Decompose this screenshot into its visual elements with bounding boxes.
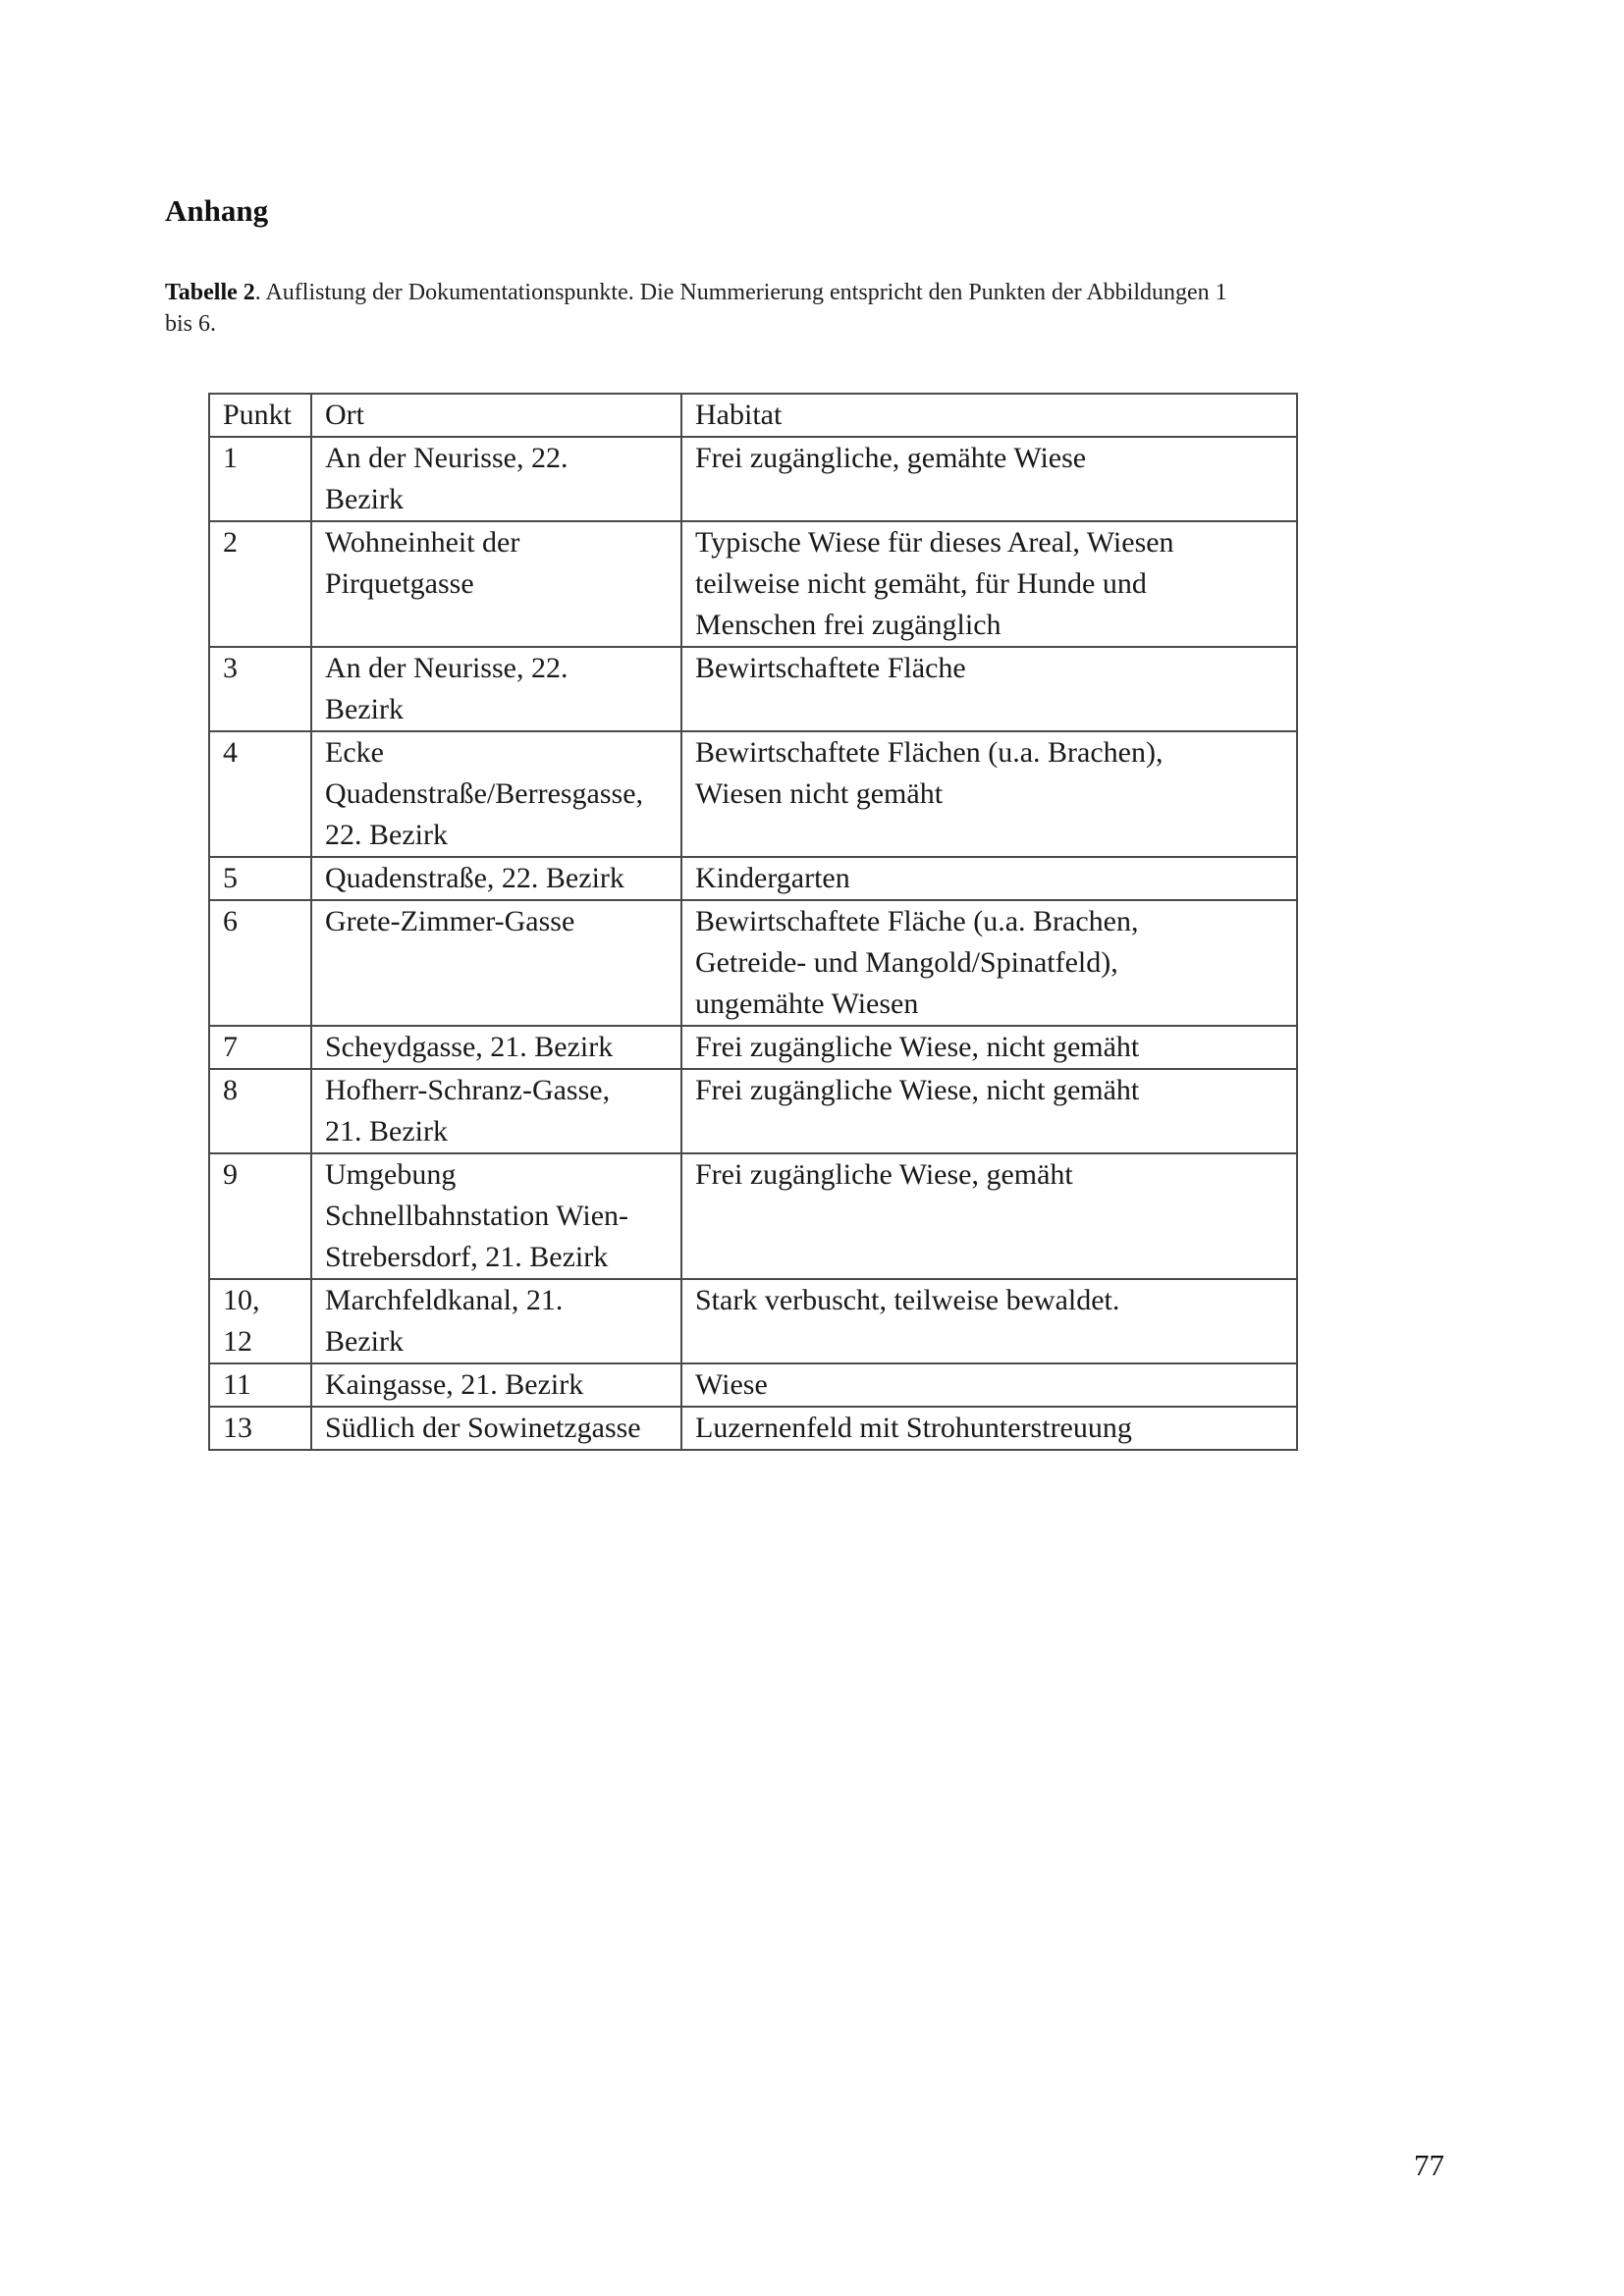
cell-habitat-line: Frei zugängliche Wiese, gemäht xyxy=(695,1158,1073,1191)
table-row xyxy=(209,1069,1297,1153)
table-body xyxy=(209,437,1297,1450)
cell-ort xyxy=(311,731,681,857)
page-number: 77 xyxy=(1414,2148,1444,2182)
cell-habitat-line: Frei zugängliche Wiese, nicht gemäht xyxy=(695,1031,1140,1063)
cell-punkt-line: 4 xyxy=(223,736,238,769)
cell-punkt xyxy=(209,1279,311,1363)
header-habitat: Habitat xyxy=(681,394,1297,437)
table-caption xyxy=(165,277,1402,340)
cell-ort-line: Bezirk xyxy=(325,483,404,515)
cell-punkt-line: 3 xyxy=(223,652,238,684)
cell-habitat-line: Luzernenfeld mit Strohunterstreuung xyxy=(695,1412,1132,1444)
table-row xyxy=(209,731,1297,857)
cell-punkt xyxy=(209,1026,311,1069)
cell-punkt-line: 2 xyxy=(223,526,238,559)
cell-ort-line: Hofherr-Schranz-Gasse, xyxy=(325,1074,611,1106)
header-ort: Ort xyxy=(311,394,681,437)
cell-ort-line: An der Neurisse, 22. xyxy=(325,442,568,474)
caption-text-line2: bis 6. xyxy=(165,311,217,337)
cell-habitat-line: Bewirtschaftete Flächen (u.a. Brachen), xyxy=(695,736,1164,769)
cell-habitat-line: Frei zugängliche Wiese, nicht gemäht xyxy=(695,1074,1140,1106)
cell-ort-line: Kaingasse, 21. Bezirk xyxy=(325,1368,584,1401)
cell-habitat xyxy=(681,1026,1297,1069)
cell-ort-line: Quadenstraße/Berresgasse, xyxy=(325,777,644,810)
table-row xyxy=(209,1363,1297,1407)
cell-punkt-line: 11 xyxy=(223,1368,251,1401)
cell-ort-line: An der Neurisse, 22. xyxy=(325,652,568,684)
table-row xyxy=(209,1153,1297,1279)
cell-punkt xyxy=(209,1069,311,1153)
cell-ort-line: Schnellbahnstation Wien- xyxy=(325,1200,629,1232)
cell-punkt xyxy=(209,521,311,647)
cell-ort xyxy=(311,1153,681,1279)
cell-habitat-line: Bewirtschaftete Fläche (u.a. Brachen, xyxy=(695,905,1139,937)
table-row xyxy=(209,647,1297,731)
cell-punkt-line: 9 xyxy=(223,1158,238,1191)
cell-ort-line: Ecke xyxy=(325,736,384,769)
cell-ort-line: Südlich der Sowinetzgasse xyxy=(325,1412,641,1444)
cell-punkt-line: 5 xyxy=(223,862,238,894)
cell-habitat xyxy=(681,857,1297,900)
cell-habitat-line: Typische Wiese für dieses Areal, Wiesen xyxy=(695,526,1174,559)
table-row xyxy=(209,1026,1297,1069)
cell-ort xyxy=(311,1026,681,1069)
cell-punkt-line: 10, xyxy=(223,1284,260,1316)
cell-ort-line: Quadenstraße, 22. Bezirk xyxy=(325,862,624,894)
cell-habitat xyxy=(681,437,1297,521)
cell-habitat-line: Stark verbuscht, teilweise bewaldet. xyxy=(695,1284,1120,1316)
cell-punkt xyxy=(209,1363,311,1407)
cell-ort xyxy=(311,521,681,647)
cell-habitat-line: Menschen frei zugänglich xyxy=(695,609,1001,641)
cell-ort xyxy=(311,437,681,521)
table-row xyxy=(209,521,1297,647)
cell-habitat xyxy=(681,731,1297,857)
cell-ort xyxy=(311,1363,681,1407)
cell-habitat xyxy=(681,1279,1297,1363)
cell-punkt xyxy=(209,900,311,1026)
cell-habitat xyxy=(681,900,1297,1026)
cell-habitat-line: Kindergarten xyxy=(695,862,850,894)
cell-habitat-line: ungemähte Wiesen xyxy=(695,988,919,1020)
caption-text: . Auflistung der Dokumentationspunkte. Die Nummerierung entspricht den Punkten der Abbildungen 1 xyxy=(254,280,1227,305)
cell-ort-line: Pirquetgasse xyxy=(325,567,474,600)
cell-habitat-line: Wiese xyxy=(695,1368,768,1401)
cell-punkt xyxy=(209,731,311,857)
cell-habitat xyxy=(681,647,1297,731)
documentation-points-table xyxy=(208,393,1298,1451)
cell-habitat-line: Getreide- und Mangold/Spinatfeld), xyxy=(695,946,1118,979)
cell-ort xyxy=(311,1069,681,1153)
cell-punkt-line: 13 xyxy=(223,1412,252,1444)
cell-punkt-line: 7 xyxy=(223,1031,238,1063)
cell-ort xyxy=(311,1407,681,1450)
cell-punkt xyxy=(209,647,311,731)
cell-ort-line: Bezirk xyxy=(325,693,404,725)
table-row xyxy=(209,437,1297,521)
cell-punkt-line: 1 xyxy=(223,442,238,474)
cell-punkt-line: 12 xyxy=(223,1325,252,1358)
cell-ort xyxy=(311,647,681,731)
cell-punkt xyxy=(209,1407,311,1450)
cell-punkt xyxy=(209,437,311,521)
cell-ort-line: Scheydgasse, 21. Bezirk xyxy=(325,1031,614,1063)
cell-punkt-line: 6 xyxy=(223,905,238,937)
table-row xyxy=(209,857,1297,900)
appendix-heading: Anhang xyxy=(165,193,269,228)
table-header-row xyxy=(209,394,1297,437)
cell-habitat-line: Bewirtschaftete Fläche xyxy=(695,652,966,684)
header-punkt: Punkt xyxy=(209,394,311,437)
cell-punkt xyxy=(209,857,311,900)
cell-habitat xyxy=(681,1069,1297,1153)
cell-habitat-line: Frei zugängliche, gemähte Wiese xyxy=(695,442,1087,474)
table-row xyxy=(209,900,1297,1026)
cell-habitat xyxy=(681,1363,1297,1407)
cell-ort-line: Strebersdorf, 21. Bezirk xyxy=(325,1241,609,1273)
cell-punkt xyxy=(209,1153,311,1279)
cell-ort-line: 21. Bezirk xyxy=(325,1115,448,1148)
cell-ort-line: 22. Bezirk xyxy=(325,819,448,851)
cell-ort-line: Bezirk xyxy=(325,1325,404,1358)
cell-habitat-line: Wiesen nicht gemäht xyxy=(695,777,944,810)
cell-ort xyxy=(311,857,681,900)
cell-habitat-line: teilweise nicht gemäht, für Hunde und xyxy=(695,567,1147,600)
cell-ort xyxy=(311,900,681,1026)
cell-ort xyxy=(311,1279,681,1363)
cell-ort-line: Umgebung xyxy=(325,1158,457,1191)
cell-ort-line: Wohneinheit der xyxy=(325,526,520,559)
cell-habitat xyxy=(681,1407,1297,1450)
cell-ort-line: Grete-Zimmer-Gasse xyxy=(325,905,575,937)
cell-ort-line: Marchfeldkanal, 21. xyxy=(325,1284,564,1316)
cell-punkt-line: 8 xyxy=(223,1074,238,1106)
table-row xyxy=(209,1279,1297,1363)
table-row xyxy=(209,1407,1297,1450)
caption-label: Tabelle 2 xyxy=(165,280,255,305)
cell-habitat xyxy=(681,1153,1297,1279)
cell-habitat xyxy=(681,521,1297,647)
